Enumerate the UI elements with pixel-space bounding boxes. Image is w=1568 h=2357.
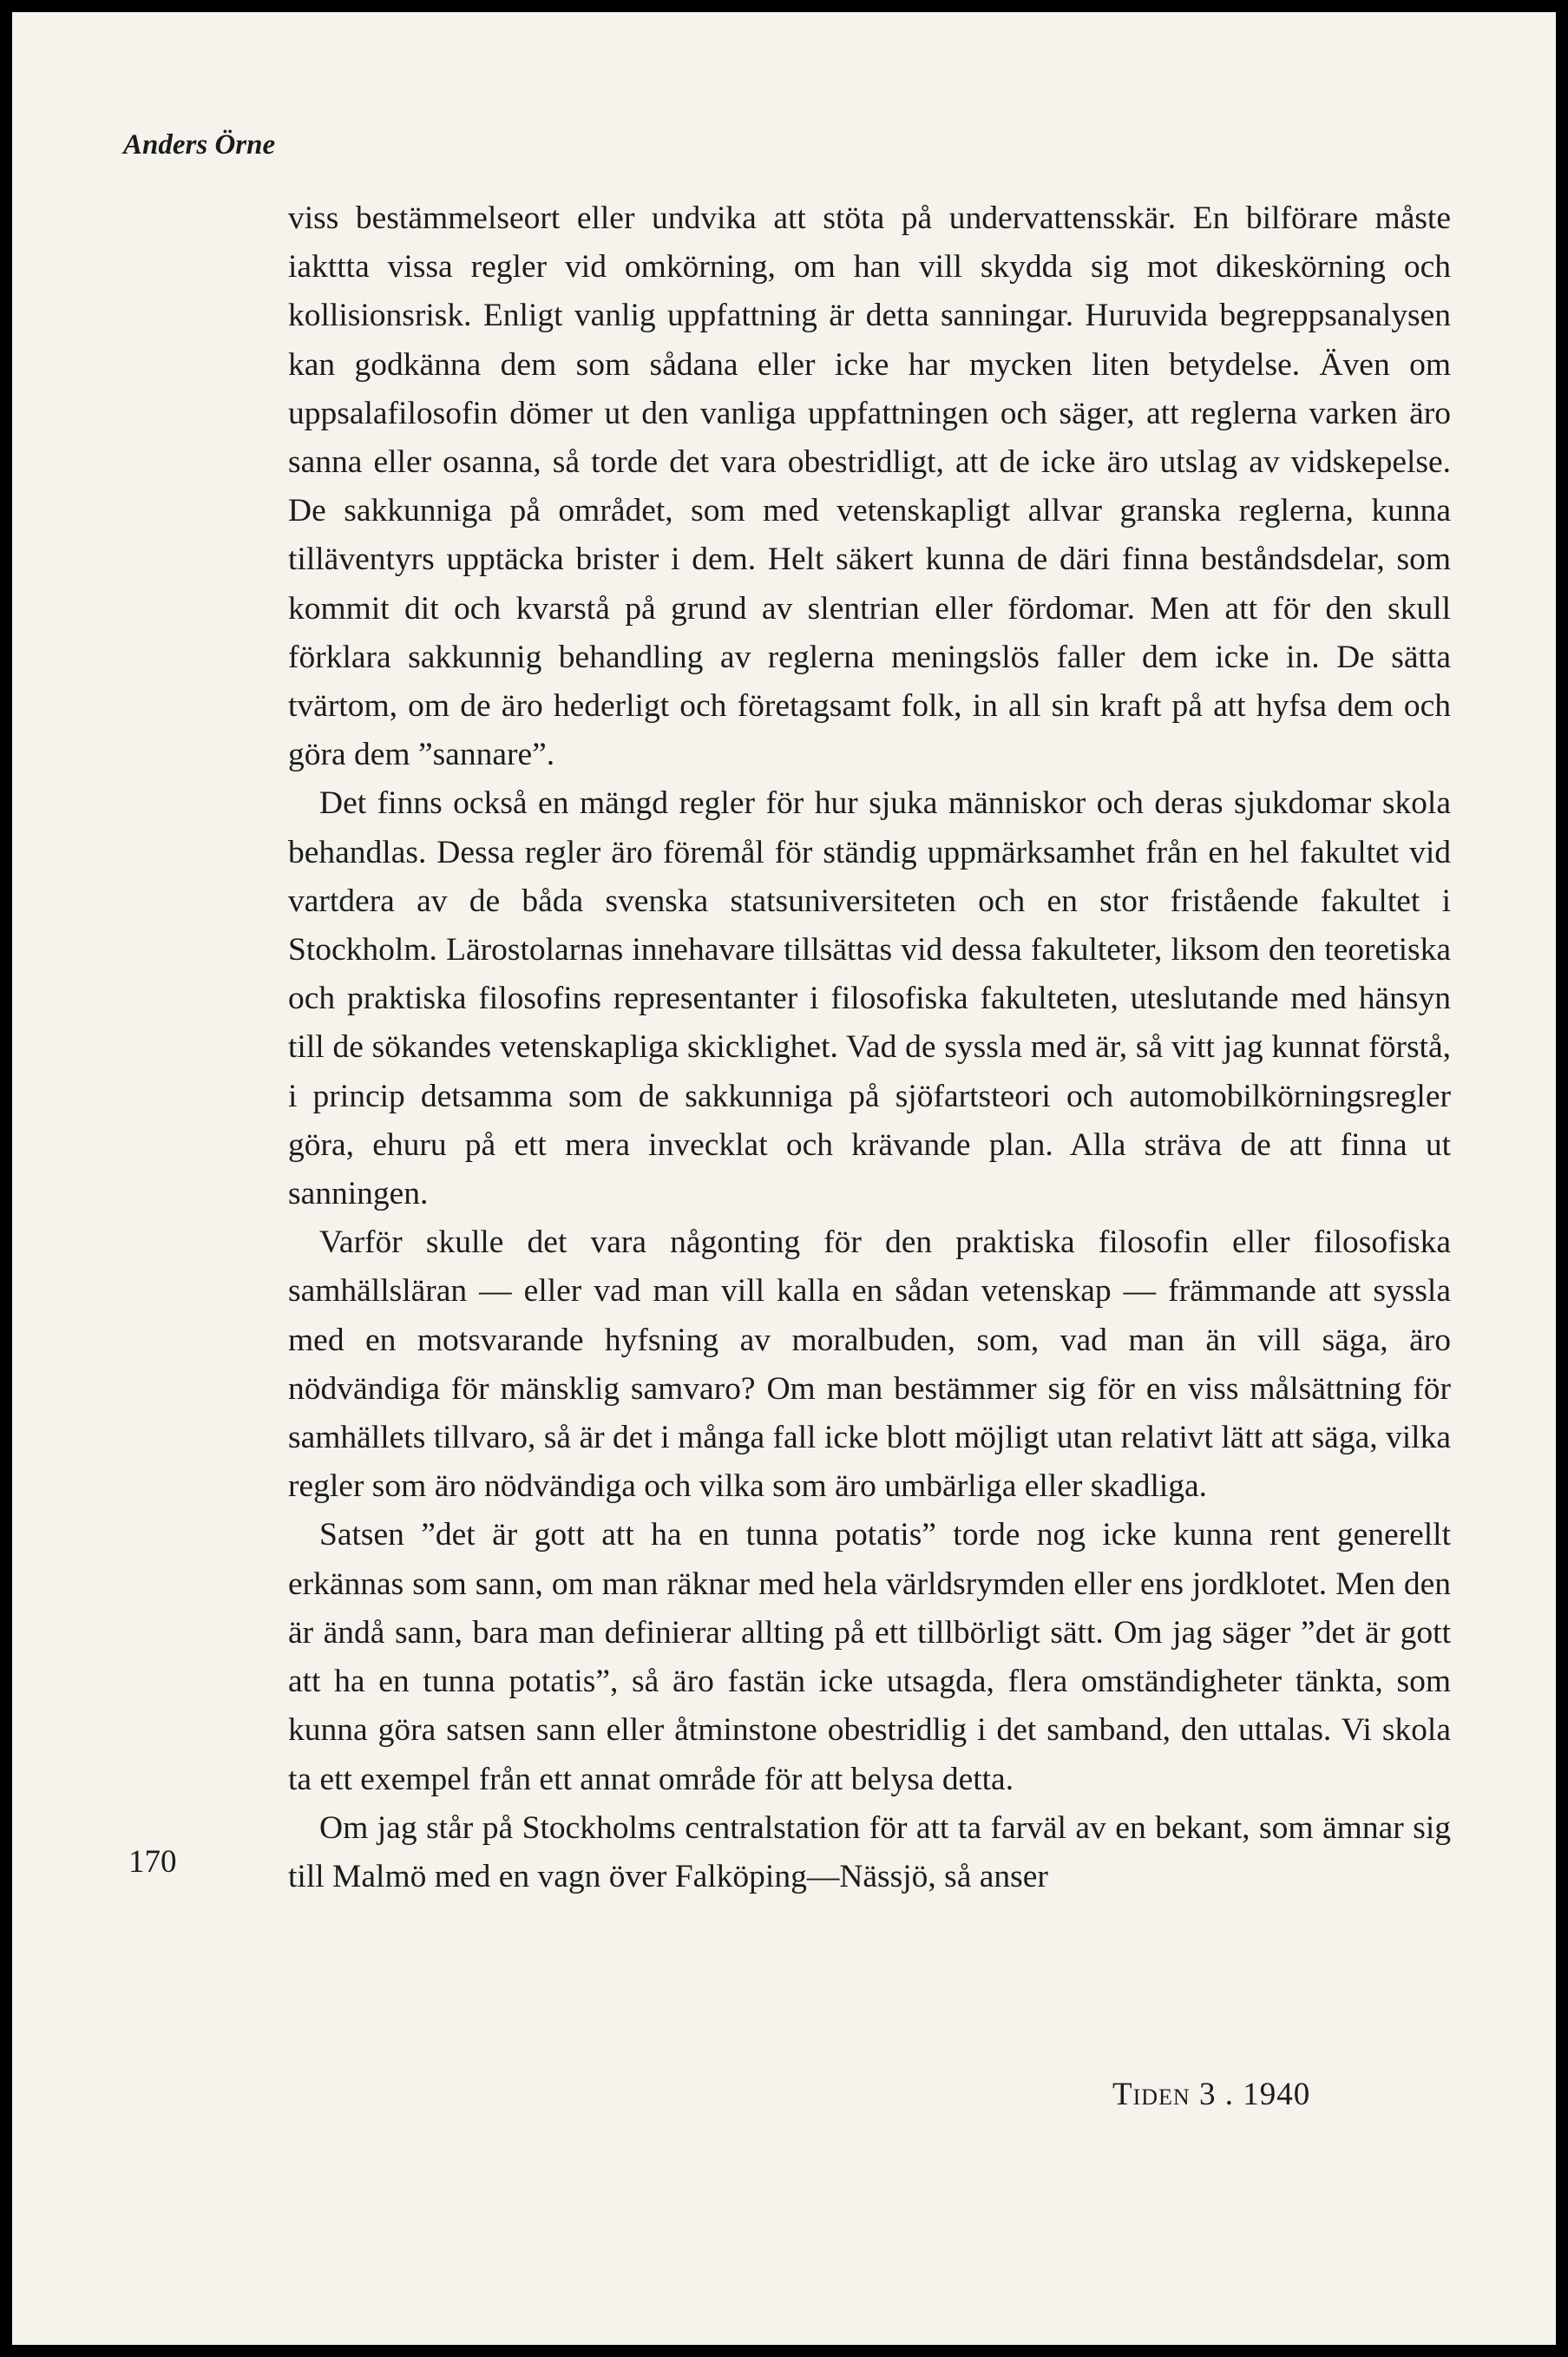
issue-number: 3 . 1940 <box>1198 2077 1311 2112</box>
footer-journal-issue <box>1112 2076 1310 2113</box>
paragraph-2: Det finns också en mängd regler för hur sjuka människor och deras sjukdomar skola behandlas. Dessa regler äro föremål för ständig uppmärksamhet från en hel fakultet vid vartdera av de båda svenska statsuniversiteten och en stor fristående fakultet i Stockholm. Lärostolarnas innehavare tillsättas vid dessa fakulteter, liksom den teoretiska och praktiska filosofins representanter i filosofiska fakulteten, uteslutande med hänsyn till de sökandes vetenskapliga skicklighet. Vad de syssla med är, så vitt jag kunnat förstå, i princip detsamma som de sakkunniga på sjöfartsteori och automobilkörningsregler göra, ehuru på ett mera invecklat och krävande plan. Alla sträva de att finna ut sanningen. <box>288 785 1451 1212</box>
journal-name: Tiden <box>1112 2077 1191 2112</box>
document-page <box>12 12 1556 2345</box>
paragraph-3: Varför skulle det vara någonting för den praktiska filosofin eller filosofiska samhällsläran — eller vad man vill kalla en sådan vetenskap — främmande att syssla med en motsvarande hyfsning av moralbuden, som, vad man än vill säga, äro nödvändiga för mänsklig samvaro? Om man bestämmer sig för en viss målsättning för samhällets tillvaro, så är det i många fall icke blott möjligt utan relativt lätt att säga, vilka regler som äro nödvändiga och vilka som äro umbärliga eller skadliga. <box>288 1224 1451 1505</box>
running-head-author: Anders Örne <box>123 129 276 161</box>
body-text <box>288 194 1451 1901</box>
paragraph-5: Om jag står på Stockholms centralstation för att ta farväl av en bekant, som ämnar sig till Malmö med en vagn över Falköping—Nässjö, så anser <box>288 1809 1451 1894</box>
paragraph-1: viss bestämmelseort eller undvika att stöta på undervattensskär. En bilförare måste iakttta vissa regler vid omkörning, om han vill skydda sig mot dikeskörning och kollisionsrisk. Enligt vanlig uppfattning är detta sanningar. Huruvida begreppsanalysen kan godkänna dem som sådana eller icke har mycken liten betydelse. Även om uppsalafilosofin dömer ut den vanliga uppfattningen och säger, att reglerna varken äro sanna eller osanna, så torde det vara obestridligt, att de icke äro utslag av vidskepelse. De sakkunniga på området, som med vetenskapligt allvar granska reglerna, kunna tilläventyrs upptäcka brister i dem. Helt säkert kunna de däri finna beståndsdelar, som kommit dit och kvarstå på grund av slentrian eller fördomar. Men att för den skull förklara sakkunnig behandling av reglerna meningslös faller dem icke in. De sätta tvärtom, om de äro hederligt och företagsamt folk, in all sin kraft på att hyfsa dem och göra dem ”sannare”. <box>288 200 1451 773</box>
paragraph-4: Satsen ”det är gott att ha en tunna potatis” torde nog icke kunna rent generellt erkännas som sann, om man räknar med hela världsrymden eller ens jordklotet. Men den är ändå sann, bara man definierar allting på ett tillbörligt sätt. Om jag säger ”det är gott att ha en tunna potatis”, så äro fastän icke utsagda, flera omständigheter tänkta, som kunna göra satsen sann eller åtminstone obestridlig i det samband, den uttalas. Vi skola ta ett exempel från ett annat område för att belysa detta. <box>288 1517 1451 1797</box>
page-number: 170 <box>128 1844 177 1880</box>
